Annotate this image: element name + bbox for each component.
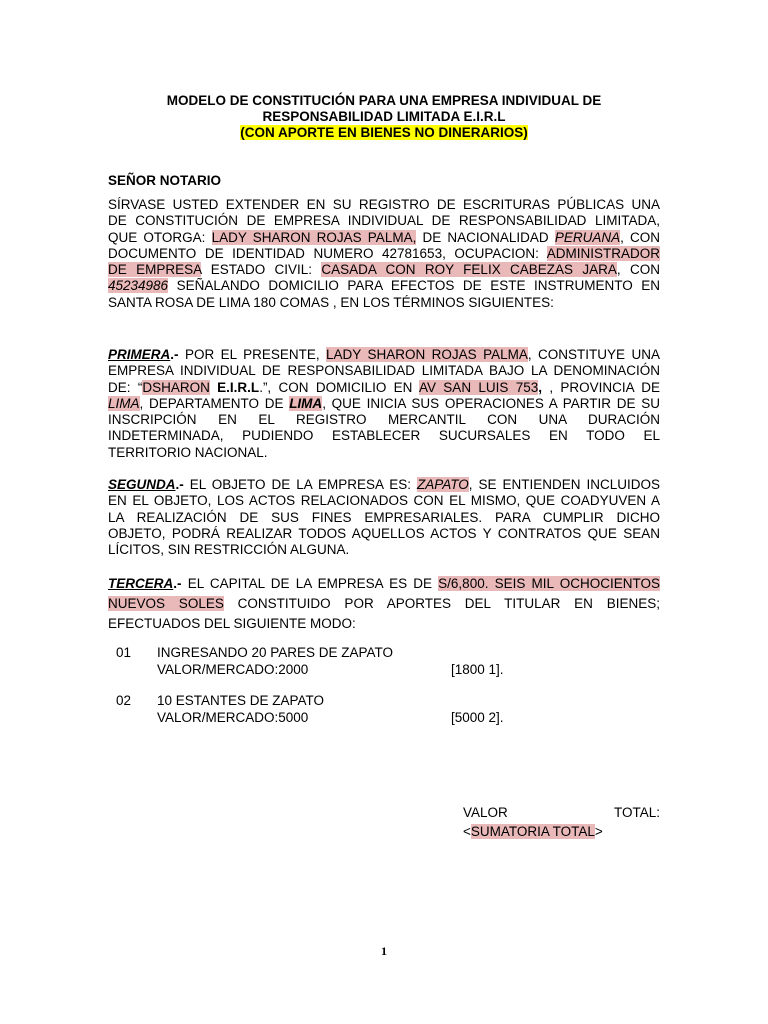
- primera-line: [108, 380, 660, 396]
- department: LIMA: [289, 395, 323, 411]
- primera-line: EMPRESA INDIVIDUAL DE RESPONSABILIDAD LIMITADA BAJO LA DENOMINACIÓN: [108, 363, 660, 379]
- intro-text: QUE OTORGA:: [108, 229, 206, 245]
- province: LIMA: [108, 395, 140, 411]
- grantor-name: LADY SHARON ROJAS PALMA,: [211, 229, 417, 245]
- clause-segunda: [108, 477, 660, 558]
- primera-line: INDETERMINADA, PUDIENDO ESTABLECER SUCURSALES EN TODO EL: [108, 428, 660, 444]
- intro-text: DE NACIONALIDAD: [422, 229, 549, 245]
- company-address: AV SAN LUIS 753: [418, 379, 539, 395]
- intro-text: ESTADO CIVIL:: [210, 262, 313, 278]
- item-description: [157, 693, 324, 726]
- item-desc-line: VALOR/MERCADO:2000: [157, 661, 309, 677]
- business-object: ZAPATO: [416, 477, 469, 492]
- intro-line: SANTA ROSA DE LIMA 180 COMAS , EN LOS TÉRMINOS SIGUIENTES:: [108, 294, 554, 310]
- total-label-a: VALOR: [463, 805, 508, 820]
- clause-text: , DEPARTAMENTO DE: [139, 395, 284, 411]
- salutation: SEÑOR NOTARIO: [108, 173, 222, 188]
- tercera-line: [108, 574, 660, 594]
- intro-line: DE CONSTITUCIÓN DE EMPRESA INDIVIDUAL DE RESPONSABILIDAD LIMITADA,: [108, 213, 660, 229]
- nationality: PERUANA: [554, 229, 621, 245]
- company-type: E.I.R.L: [217, 379, 260, 395]
- occupation-cont: DE EMPRESA: [108, 262, 202, 278]
- clause-text: DE: “: [108, 379, 143, 395]
- clause-tercera: [108, 574, 660, 634]
- total-sum: SUMATORIA TOTAL: [470, 824, 595, 839]
- intro-line: [108, 246, 660, 262]
- primera-line: INSCRIPCIÓN EN EL REGISTRO MERCANTIL CON UNA DURACIÓN: [108, 412, 660, 428]
- spouse-document: 45234986: [108, 278, 169, 294]
- capital-amount: S/6,800. SEIS MIL OCHOCIENTOS: [438, 576, 660, 591]
- intro-text: , CON: [620, 229, 660, 245]
- clause-text: .”, CON DOMICILIO EN: [259, 379, 413, 395]
- total-label-b: TOTAL:: [613, 805, 660, 820]
- clause-label: PRIMERA: [108, 347, 171, 362]
- clause-label: TERCERA: [108, 576, 174, 591]
- item-reference: [5000 2].: [451, 710, 504, 725]
- tercera-line: EFECTUADOS DEL SIGUIENTE MODO:: [108, 616, 356, 631]
- intro-text: DOCUMENTO DE IDENTIDAD NUMERO 42781653, OCUPACION:: [108, 245, 539, 261]
- clause-label: SEGUNDA: [108, 477, 176, 492]
- total-bracket: >: [594, 824, 603, 839]
- clause-sep: .-: [175, 477, 184, 492]
- intro-line: [108, 278, 660, 294]
- total-label: [463, 805, 660, 820]
- clause-sep: .-: [170, 347, 179, 362]
- total-value: [463, 824, 660, 839]
- clause-text: POR EL PRESENTE,: [184, 347, 320, 362]
- intro-text: , CON: [616, 262, 660, 278]
- clause-text: , SE ENTIENDEN INCLUIDOS: [468, 477, 660, 492]
- intro-text: SEÑALANDO DOMICILIO PARA EFECTOS DE ESTE INSTRUMENTO EN: [176, 278, 660, 294]
- company-name: DSHARON: [142, 379, 210, 395]
- intro-paragraph: [108, 197, 660, 311]
- primera-line: [108, 347, 660, 363]
- intro-line: SÍRVASE USTED EXTENDER EN SU REGISTRO DE ESCRITURAS PÚBLICAS UNA: [108, 197, 660, 212]
- clause-text: , QUE INICIA SUS OPERACIONES A PARTIR DE SU: [322, 395, 660, 411]
- document-subtitle: [0, 124, 768, 142]
- total-bracket: <: [463, 824, 471, 839]
- segunda-line: LA REALIZACIÓN DE SUS FINES EMPRESARIALES. PARA CUMPLIR DICHO: [108, 509, 660, 525]
- item-number: 01: [116, 645, 132, 660]
- clause-text: ,: [538, 379, 542, 395]
- segunda-line: OBJETO, PODRÁ REALIZAR TODOS AQUELLOS ACTOS Y CONTRATOS QUE SEAN: [108, 525, 660, 541]
- segunda-line: LÍCITOS, SIN RESTRICCIÓN ALGUNA.: [108, 542, 350, 558]
- clause-text: , PROVINCIA DE: [549, 379, 660, 395]
- capital-amount-cont: NUEVOS SOLES: [108, 596, 224, 611]
- clause-text: CONSTITUIDO POR APORTES DEL TITULAR EN BIENES;: [237, 596, 660, 611]
- page-number: 1: [381, 944, 387, 958]
- item-description: [157, 645, 393, 678]
- item-desc-line: VALOR/MERCADO:5000: [157, 709, 309, 725]
- clause-text: EL OBJETO DE LA EMPRESA ES:: [189, 477, 411, 492]
- primera-line: [108, 396, 660, 412]
- clause-primera: [108, 347, 660, 461]
- clause-text: , CONSTITUYE UNA: [527, 347, 660, 362]
- document-title-line1: MODELO DE CONSTITUCIÓN PARA UNA EMPRESA INDIVIDUAL DE: [166, 93, 602, 108]
- item-number: 02: [116, 693, 132, 708]
- segunda-line: EN EL OBJETO, LOS ACTOS RELACIONADOS CON EL MISMO, QUE COADYUVEN A: [108, 493, 660, 509]
- item-desc-line: 10 ESTANTES DE ZAPATO: [157, 693, 325, 708]
- intro-line: [108, 262, 660, 278]
- tercera-line: [108, 594, 660, 614]
- document-title-line2: RESPONSABILIDAD LIMITADA E.I.R.L: [262, 109, 506, 124]
- item-desc-line: INGRESANDO 20 PARES DE ZAPATO: [157, 645, 394, 660]
- subtitle-highlight: (CON APORTE EN BIENES NO DINERARIOS): [240, 125, 528, 140]
- civil-status: CASADA CON ROY FELIX CABEZAS JARA: [321, 262, 617, 278]
- intro-line: [108, 230, 660, 246]
- clause-text: EL CAPITAL DE LA EMPRESA ES DE: [187, 576, 432, 591]
- owner-name: LADY SHARON ROJAS PALMA: [326, 347, 528, 362]
- clause-sep: .-: [173, 576, 182, 591]
- primera-line: TERRITORIO NACIONAL.: [108, 444, 268, 460]
- occupation: ADMINISTRADOR: [546, 245, 660, 261]
- segunda-line: [108, 477, 660, 493]
- item-reference: [1800 1].: [451, 662, 504, 677]
